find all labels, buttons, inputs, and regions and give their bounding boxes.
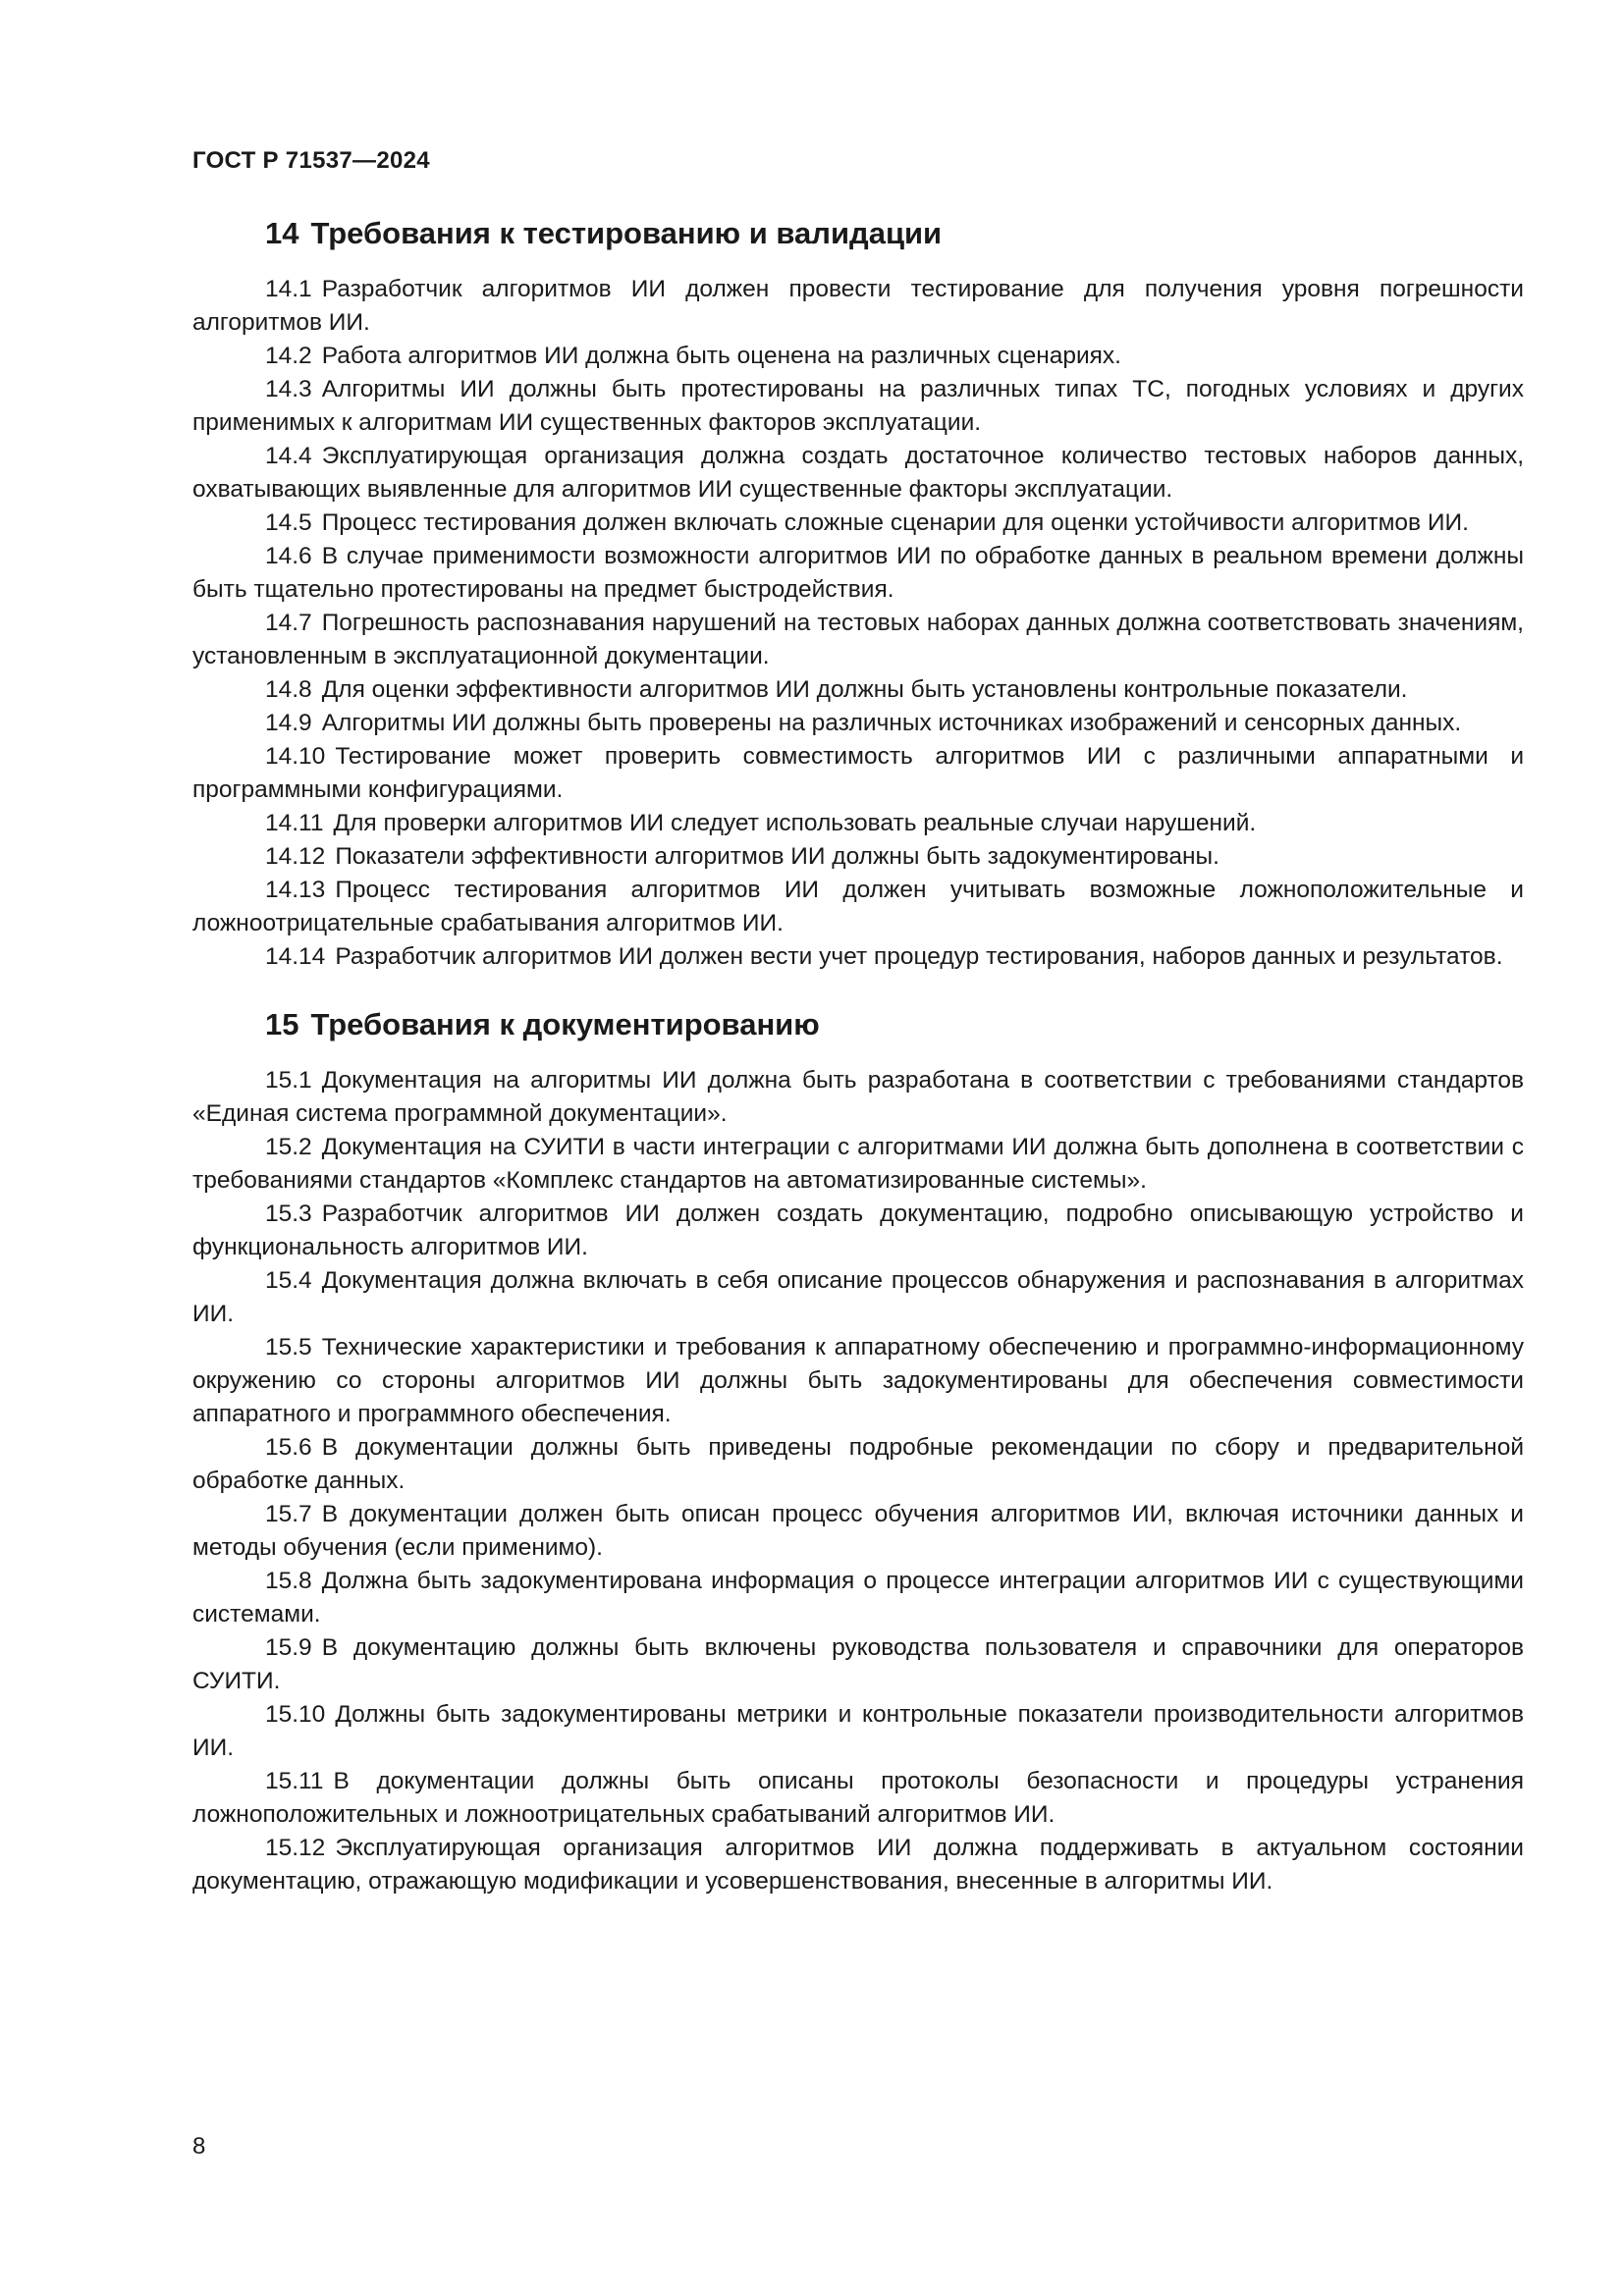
clause-number: 15.2 [265,1134,312,1160]
section-title-text: Требования к тестированию и валидации [310,216,943,250]
clause [192,1431,1524,1498]
clause [192,540,1524,607]
clause-text: Разработчик алгоритмов ИИ должен провести тестирование для получения уровня погрешности алгоритмов ИИ. [192,276,1524,336]
clause-text: В документации должен быть описан процесс обучения алгоритмов ИИ, включая источники данных и методы обучения (если применимо). [192,1501,1524,1561]
clause-text: Документация на алгоритмы ИИ должна быть разработана в соответствии с требованиями стандартов «Единая система программной документации». [192,1067,1524,1127]
clause-number: 14.2 [265,343,312,369]
clause-number: 15.9 [265,1634,312,1661]
section-number: 15 [265,1007,299,1041]
clause-list [192,1064,1524,1898]
section-title [265,216,1524,251]
clause-text: Должна быть задокументирована информация о процессе интеграции алгоритмов ИИ с существующими системами. [192,1568,1524,1628]
clause-number: 15.12 [265,1835,326,1861]
clause-text: Тестирование может проверить совместимость алгоритмов ИИ с различными аппаратными и программными конфигурациями. [192,743,1524,803]
clause-text: Эксплуатирующая организация алгоритмов ИИ должна поддерживать в актуальном состоянии документацию, отражающую модификации и усовершенствования, внесенные в алгоритмы ИИ. [192,1835,1524,1895]
clause [192,1198,1524,1264]
clause-number: 14.14 [265,943,326,970]
clause-number: 14.8 [265,676,312,703]
clause-text: Работа алгоритмов ИИ должна быть оценена на различных сценариях. [321,343,1121,369]
clause [192,1565,1524,1631]
clause [192,1331,1524,1431]
clause-text: Технические характеристики и требования к аппаратному обеспечению и программно-информационному окружению со стороны алгоритмов ИИ должны быть задокументированы для обеспечения совместимости аппаратного и программного обеспечения. [192,1334,1524,1427]
clause-number: 14.3 [265,376,312,402]
clause-number: 15.4 [265,1267,312,1294]
clause-text: Для оценки эффективности алгоритмов ИИ должны быть установлены контрольные показатели. [321,676,1408,703]
clause-number: 15.11 [265,1768,324,1794]
page-number: 8 [192,2133,206,2160]
section-14 [192,216,1524,974]
clause-text: Процесс тестирования должен включать сложные сценарии для оценки устойчивости алгоритмов ИИ. [321,509,1469,536]
clause [192,707,1524,740]
clause-number: 15.1 [265,1067,312,1094]
clause-text: Разработчик алгоритмов ИИ должен вести учет процедур тестирования, наборов данных и результатов. [335,943,1503,970]
clause-number: 15.7 [265,1501,312,1527]
clause [192,1631,1524,1698]
clause-number: 15.3 [265,1201,312,1227]
clause [192,673,1524,707]
clause-number: 14.12 [265,843,326,870]
clause-text: Процесс тестирования алгоритмов ИИ должен учитывать возможные ложноположительные и ложноотрицательные срабатывания алгоритмов ИИ. [192,877,1524,936]
clause-text: Алгоритмы ИИ должны быть проверены на различных источниках изображений и сенсорных данных. [321,710,1462,736]
clause [192,940,1524,974]
clause-text: Должны быть задокументированы метрики и контрольные показатели производительности алгоритмов ИИ. [192,1701,1524,1761]
clause-number: 14.5 [265,509,312,536]
document-code: ГОСТ Р 71537—2024 [192,147,430,174]
clause-text: В случае применимости возможности алгоритмов ИИ по обработке данных в реальном времени должны быть тщательно протестированы на предмет быстродействия. [192,543,1524,603]
clause-number: 14.4 [265,443,312,469]
clause [192,874,1524,940]
document-page [192,147,1524,1932]
clause-text: Документация должна включать в себя описание процессов обнаружения и распознавания в алгоритмах ИИ. [192,1267,1524,1327]
clause [192,607,1524,673]
clause-number: 14.11 [265,810,324,836]
clause [192,507,1524,540]
clause-text: Алгоритмы ИИ должны быть протестированы на различных типах ТС, погодных условиях и других применимых к алгоритмам ИИ существенных факторов эксплуатации. [192,376,1524,436]
clause-number: 15.5 [265,1334,312,1361]
clause [192,1264,1524,1331]
section-title-text: Требования к документированию [310,1007,820,1041]
clause-number: 14.7 [265,610,312,636]
clause-text: Для проверки алгоритмов ИИ следует использовать реальные случаи нарушений. [333,810,1257,836]
clause [192,1698,1524,1765]
clause [192,1064,1524,1131]
clause [192,807,1524,840]
section-15 [192,1007,1524,1898]
clause-number: 15.6 [265,1434,312,1461]
clause [192,340,1524,373]
clause-text: В документацию должны быть включены руководства пользователя и справочники для операторов СУИТИ. [192,1634,1524,1694]
section-title [265,1007,1524,1042]
clause [192,740,1524,807]
clause [192,1765,1524,1832]
clause-number: 14.6 [265,543,312,569]
clause-number: 15.8 [265,1568,312,1594]
clause-number: 14.9 [265,710,312,736]
clause [192,373,1524,440]
clause-text: В документации должны быть приведены подробные рекомендации по сбору и предварительной обработке данных. [192,1434,1524,1494]
clause [192,1832,1524,1898]
clause-text: Показатели эффективности алгоритмов ИИ должны быть задокументированы. [335,843,1219,870]
clause [192,440,1524,507]
clause-number: 15.10 [265,1701,326,1728]
clause [192,273,1524,340]
clause [192,1498,1524,1565]
clause-number: 14.10 [265,743,326,770]
clause-text: Погрешность распознавания нарушений на тестовых наборах данных должна соответствовать значениям, установленным в эксплуатационной документации. [192,610,1524,669]
clause-number: 14.1 [265,276,312,302]
clause [192,1131,1524,1198]
clause-text: Эксплуатирующая организация должна создать достаточное количество тестовых наборов данных, охватывающих выявленные для алгоритмов ИИ существенные факторы эксплуатации. [192,443,1524,503]
clause [192,840,1524,874]
clause-text: Документация на СУИТИ в части интеграции с алгоритмами ИИ должна быть дополнена в соответствии с требованиями стандартов «Комплекс стандартов на автоматизированные системы». [192,1134,1524,1194]
clause-number: 14.13 [265,877,326,903]
clause-text: В документации должны быть описаны протоколы безопасности и процедуры устранения ложноположительных и ложноотрицательных срабатываний алгоритмов ИИ. [192,1768,1524,1828]
section-number: 14 [265,216,299,250]
clause-list [192,273,1524,974]
clause-text: Разработчик алгоритмов ИИ должен создать документацию, подробно описывающую устройство и функциональность алгоритмов ИИ. [192,1201,1524,1260]
